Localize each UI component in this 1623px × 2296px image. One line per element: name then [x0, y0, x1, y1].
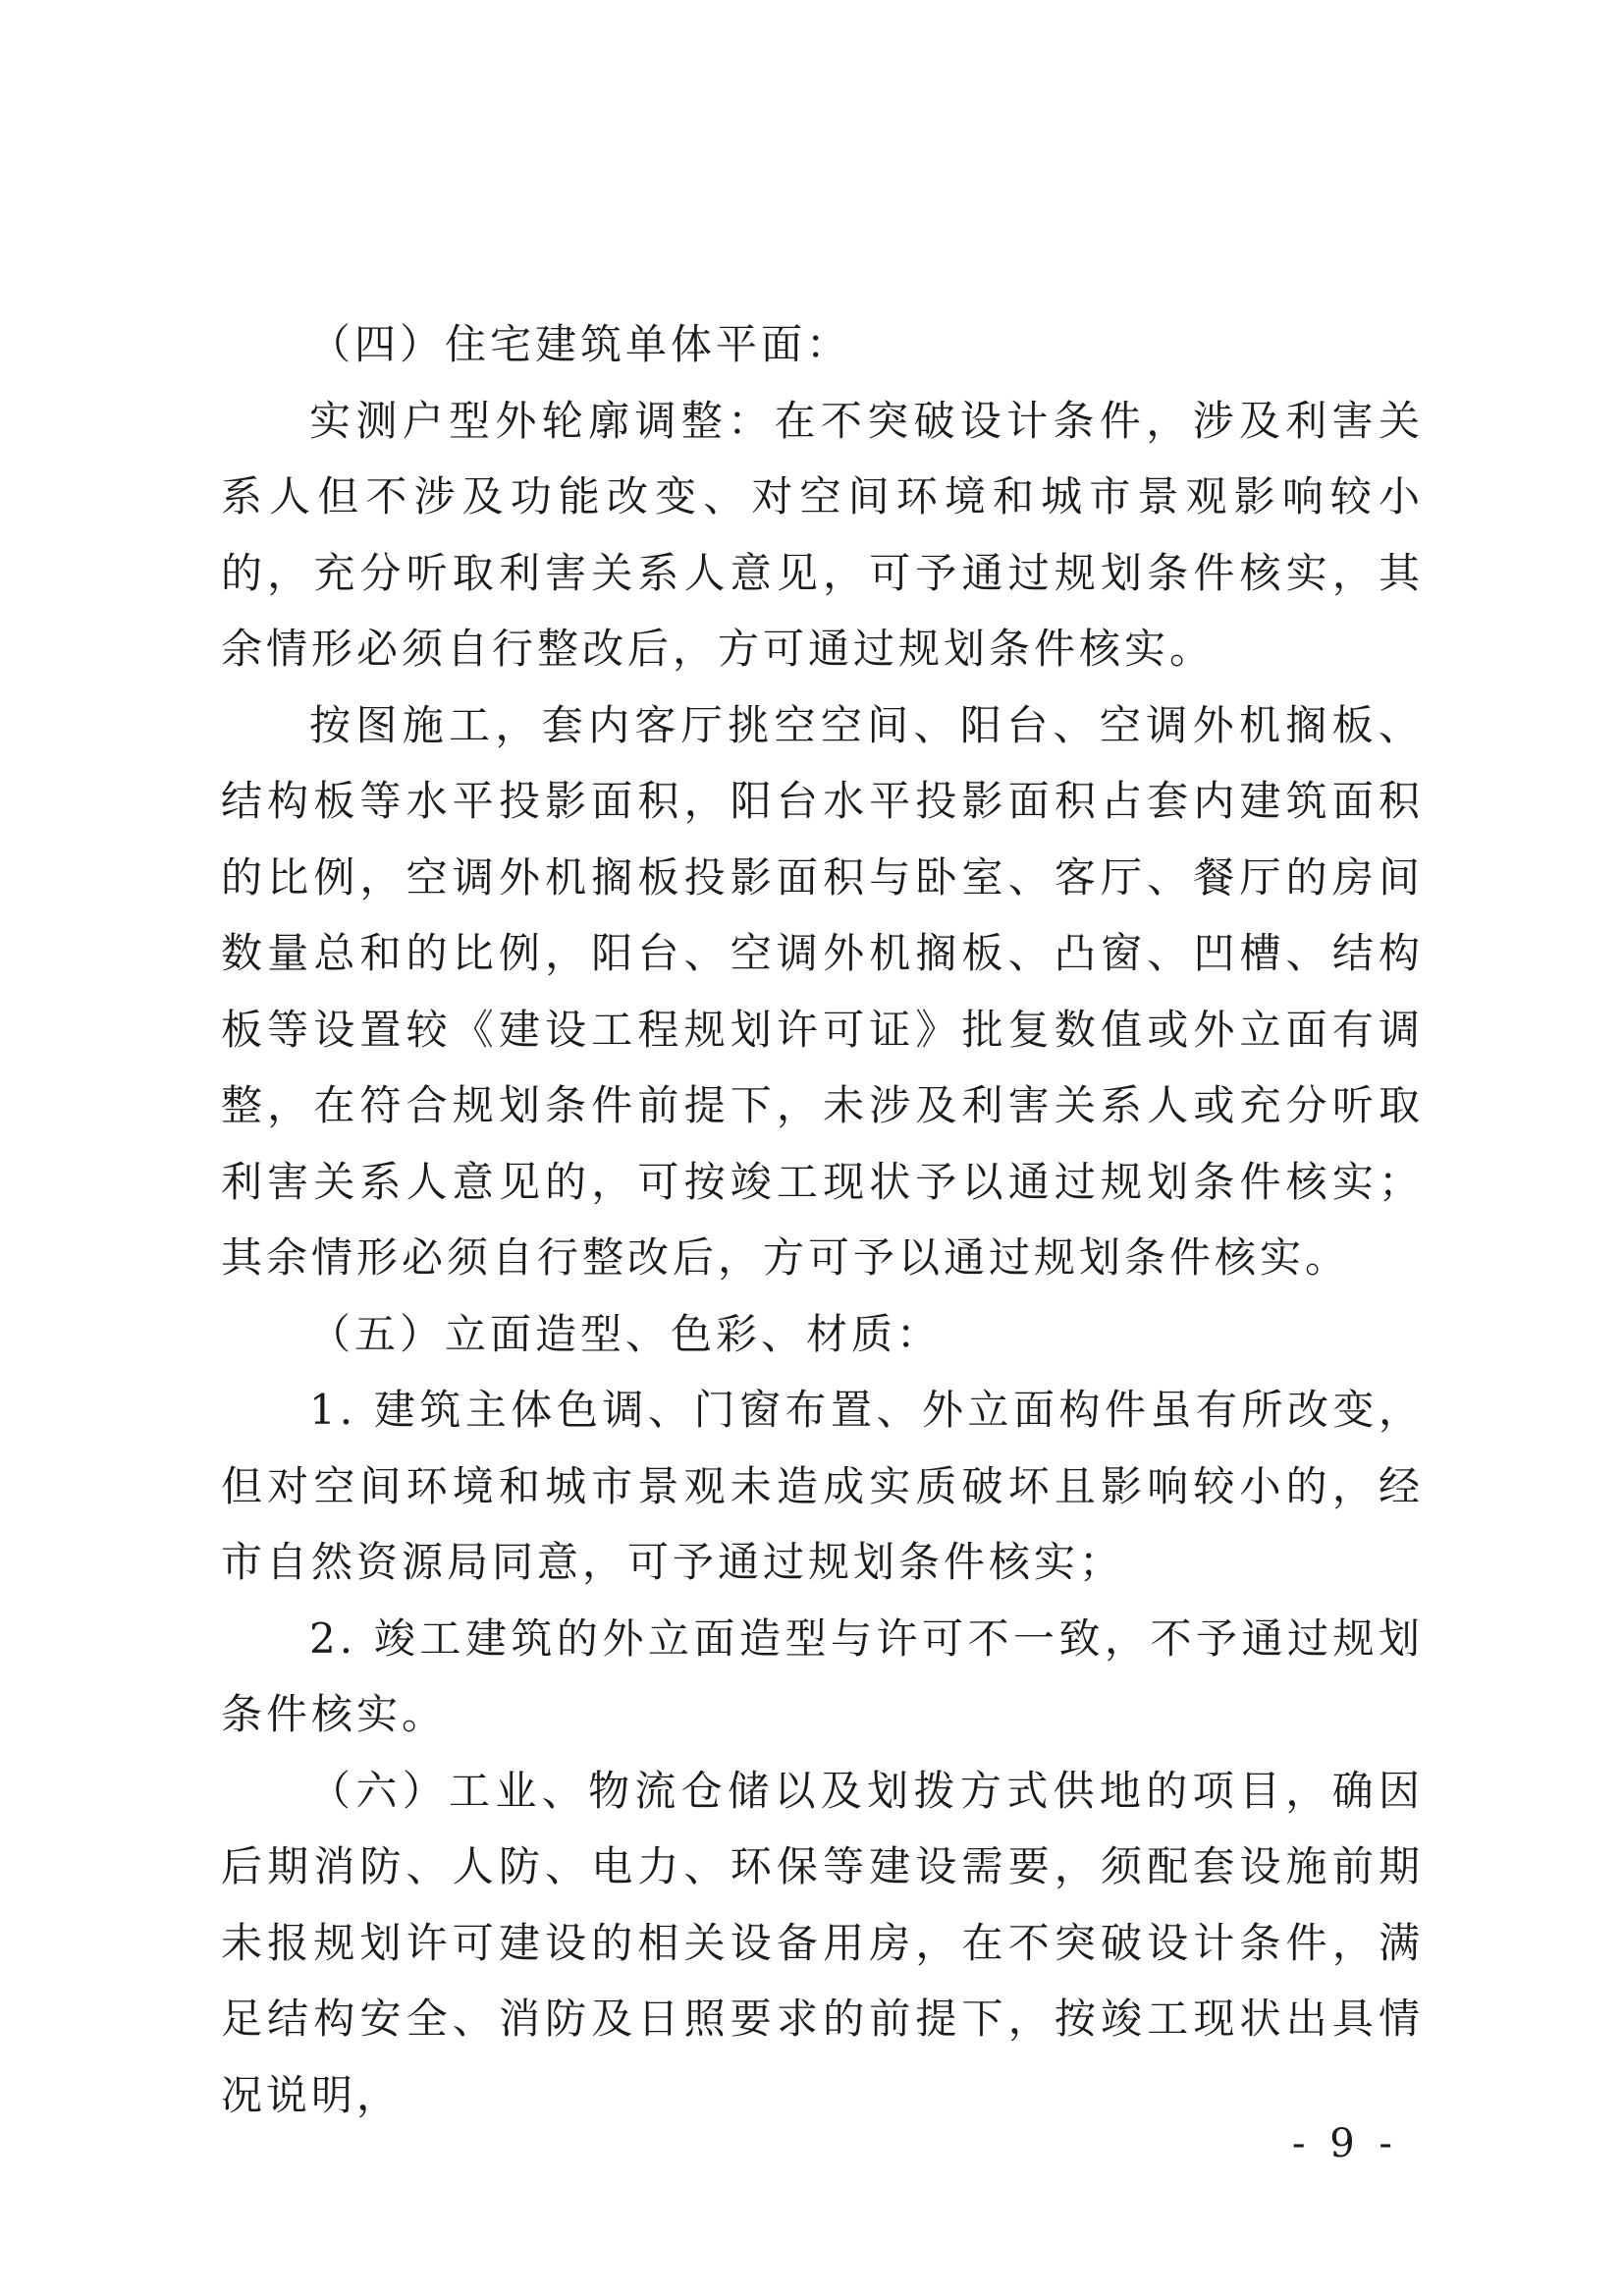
paragraph-item-1: 1. 建筑主体色调、门窗布置、外立面构件虽有所改变，但对空间环境和城市景观未造成实质破坏且影响较小的，经市自然资源局同意，可予通过规划条件核实； — [221, 1386, 1424, 1586]
page-number: - 9 - — [1292, 2121, 1398, 2166]
section-heading-4: （四）住宅建筑单体平面： — [309, 320, 852, 368]
section-heading-6-paragraph: （六）工业、物流仓储以及划拨方式供地的项目，确因后期消防、人防、电力、环保等建设需要，须配套设施前期未报规划许可建设的相关设备用房，在不突破设计条件，满足结构安全、消防及日照要求的前提下，按竣工现状出具情况说明， — [221, 1766, 1424, 2119]
section-heading-5: （五）立面造型、色彩、材质： — [309, 1309, 943, 1358]
paragraph-construction-per-plan: 按图施工，套内客厅挑空空间、阳台、空调外机搁板、结构板等水平投影面积，阳台水平投影面积占套内建筑面积的比例，空调外机搁板投影面积与卧室、客厅、餐厅的房间数量总和的比例，阳台、空调外机搁板、凸窗、凹槽、结构板等设置较《建设工程规划许可证》批复数值或外立面有调整，在符合规划条件前提下，未涉及利害关系人或充分听取利害关系人意见的，可按竣工现状予以通过规划条件核实；其余情形必须自行整改后，方可予以通过规划条件核实。 — [221, 700, 1424, 1282]
document-body — [221, 306, 1424, 2133]
paragraph-outline-adjustment: 实测户型外轮廓调整：在不突破设计条件，涉及利害关系人但不涉及功能改变、对空间环境和城市景观影响较小的，充分听取利害关系人意见，可予通过规划条件核实，其余情形必须自行整改后，方可通过规划条件核实。 — [221, 396, 1424, 673]
paragraph-item-2: 2. 竣工建筑的外立面造型与许可不一致，不予通过规划条件核实。 — [221, 1613, 1424, 1738]
